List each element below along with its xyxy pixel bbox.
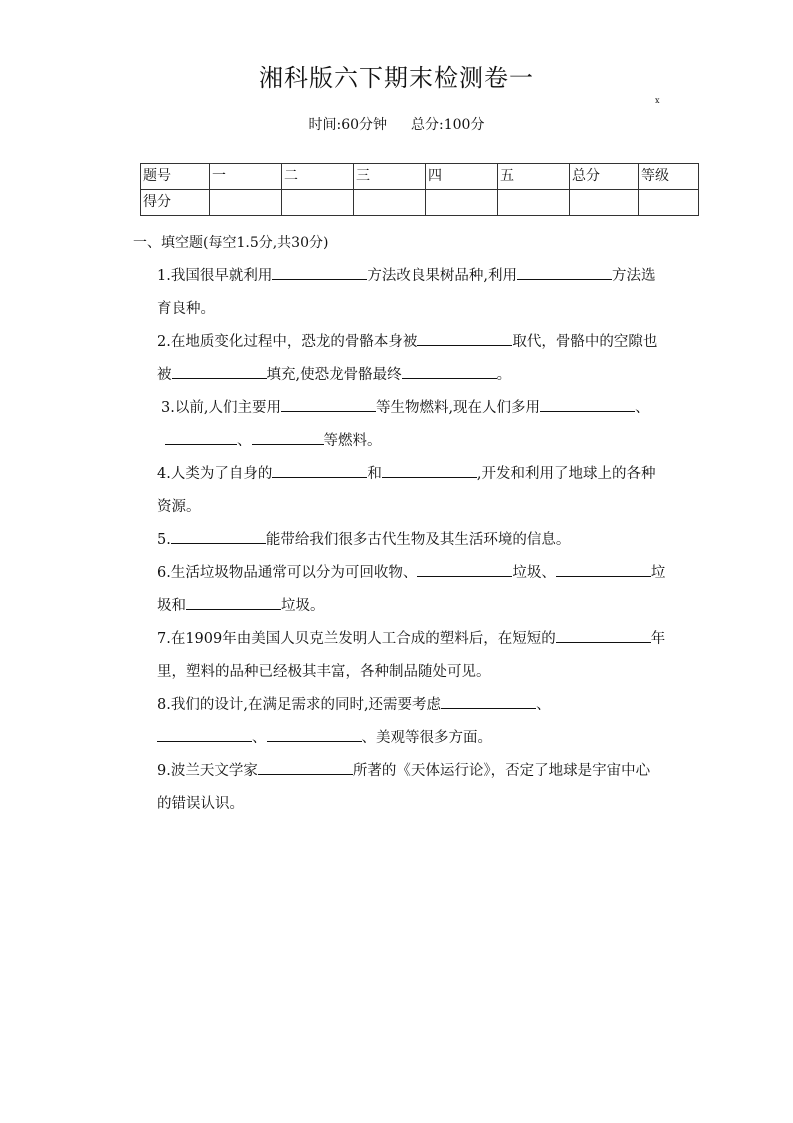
header-cell: 一 bbox=[210, 164, 282, 190]
question-text: 填充,使恐龙骨骼最终 bbox=[266, 367, 402, 383]
question-text: 的错误认识。 bbox=[157, 796, 244, 812]
answer-blank[interactable] bbox=[267, 723, 362, 742]
question-text: 、 bbox=[252, 730, 267, 746]
answer-blank[interactable] bbox=[540, 393, 635, 412]
question-text: 圾和 bbox=[157, 598, 186, 614]
question-list bbox=[157, 260, 710, 821]
page-title: 湘科版六下期末检测卷一 bbox=[259, 64, 534, 92]
question-8 bbox=[157, 689, 710, 722]
question-text: 等生物燃料,现在人们多用 bbox=[375, 400, 541, 416]
header-cell: 三 bbox=[354, 164, 426, 190]
question-text: 育良种。 bbox=[157, 301, 215, 317]
answer-blank[interactable] bbox=[258, 756, 353, 775]
answer-blank[interactable] bbox=[556, 558, 651, 577]
answer-blank[interactable] bbox=[272, 459, 367, 478]
answer-blank[interactable] bbox=[417, 558, 512, 577]
question-9-continued bbox=[157, 788, 710, 821]
question-text: 、 bbox=[237, 433, 252, 449]
question-text: 8.我们的设计,在满足需求的同时,还需要考虑 bbox=[157, 697, 442, 713]
question-text: 资源。 bbox=[157, 499, 201, 515]
question-4-continued bbox=[157, 491, 710, 524]
header-cell: 二 bbox=[282, 164, 354, 190]
question-6-continued bbox=[157, 590, 710, 623]
section-heading: 一、填空题(每空1.5分,共30分) bbox=[133, 235, 329, 251]
answer-blank[interactable] bbox=[186, 591, 281, 610]
header-cell: 总分 bbox=[570, 164, 639, 190]
score-cell[interactable] bbox=[354, 190, 426, 216]
question-1-continued bbox=[157, 293, 710, 326]
answer-blank[interactable] bbox=[281, 393, 376, 412]
question-text: 垃 bbox=[650, 565, 666, 581]
answer-blank[interactable] bbox=[402, 360, 497, 379]
answer-blank[interactable] bbox=[556, 624, 651, 643]
question-text: 等燃料。 bbox=[323, 433, 382, 449]
question-text: 9.波兰天文学家 bbox=[157, 763, 258, 779]
question-text: 5. bbox=[157, 532, 171, 548]
score-table-header-row bbox=[141, 164, 699, 190]
question-9 bbox=[157, 755, 710, 788]
question-text: 方法改良果树品种,利用 bbox=[367, 268, 517, 284]
answer-blank[interactable] bbox=[157, 723, 252, 742]
exam-info bbox=[0, 114, 793, 134]
header-cell: 四 bbox=[426, 164, 498, 190]
question-text: 、 bbox=[635, 400, 650, 416]
score-cell[interactable] bbox=[498, 190, 570, 216]
question-text: 1.我国很早就利用 bbox=[157, 268, 273, 284]
answer-blank[interactable] bbox=[517, 261, 612, 280]
question-text: 能带给我们很多古代生物及其生活环境的信息。 bbox=[265, 532, 571, 548]
question-2-continued bbox=[157, 359, 710, 392]
score-cell[interactable] bbox=[570, 190, 639, 216]
question-text: 4.人类为了自身的 bbox=[157, 466, 273, 482]
corner-mark: x bbox=[655, 96, 660, 105]
total-score: 总分:100分 bbox=[411, 117, 485, 133]
question-6 bbox=[157, 557, 710, 590]
question-text: 7.在1909年由美国人贝克兰发明人工合成的塑料后，在短短的 bbox=[157, 631, 556, 647]
answer-blank[interactable] bbox=[252, 426, 324, 445]
time-limit: 时间:60分钟 bbox=[308, 117, 388, 133]
question-text: 取代，骨骼中的空隙也 bbox=[512, 334, 658, 350]
question-text: 、美观等很多方面。 bbox=[361, 730, 492, 746]
question-text: 所著的《天体运行论》，否定了地球是宇宙中心 bbox=[352, 763, 651, 779]
question-8-continued bbox=[157, 722, 710, 755]
question-4 bbox=[157, 458, 710, 491]
score-cell[interactable] bbox=[210, 190, 282, 216]
question-text: 垃圾。 bbox=[281, 598, 325, 614]
header-cell: 五 bbox=[498, 164, 570, 190]
score-cell[interactable] bbox=[426, 190, 498, 216]
question-text: 年 bbox=[650, 631, 666, 647]
answer-blank[interactable] bbox=[382, 459, 477, 478]
question-text: 2.在地质变化过程中，恐龙的骨骼本身被 bbox=[157, 334, 418, 350]
score-cell[interactable] bbox=[639, 190, 699, 216]
answer-blank[interactable] bbox=[171, 525, 266, 544]
question-text: 里，塑料的品种已经极其丰富，各种制品随处可见。 bbox=[157, 664, 491, 680]
question-text: 。 bbox=[496, 367, 512, 383]
question-2 bbox=[157, 326, 710, 359]
score-cell[interactable] bbox=[282, 190, 354, 216]
question-text: 垃圾、 bbox=[512, 565, 556, 581]
score-table-score-row bbox=[141, 190, 699, 216]
row-label-cell: 得分 bbox=[141, 190, 210, 216]
header-cell: 等级 bbox=[639, 164, 699, 190]
score-table bbox=[140, 163, 699, 216]
question-text: ,开发和利用了地球上的各种 bbox=[476, 466, 656, 482]
question-5 bbox=[157, 524, 710, 557]
question-7 bbox=[157, 623, 710, 656]
question-text: 3.以前,人们主要用 bbox=[161, 400, 281, 416]
question-text: 被 bbox=[157, 367, 172, 383]
answer-blank[interactable] bbox=[172, 360, 267, 379]
question-7-continued bbox=[157, 656, 710, 689]
question-3 bbox=[157, 392, 710, 425]
question-text: 方法选 bbox=[611, 268, 656, 284]
answer-blank[interactable] bbox=[165, 426, 237, 445]
question-text: 6.生活垃圾物品通常可以分为可回收物、 bbox=[157, 565, 418, 581]
question-1 bbox=[157, 260, 710, 293]
question-text: 、 bbox=[536, 697, 551, 713]
answer-blank[interactable] bbox=[417, 327, 512, 346]
question-3-continued bbox=[157, 425, 710, 458]
answer-blank[interactable] bbox=[272, 261, 367, 280]
header-cell: 题号 bbox=[141, 164, 210, 190]
question-text: 和 bbox=[367, 466, 382, 482]
answer-blank[interactable] bbox=[441, 690, 536, 709]
